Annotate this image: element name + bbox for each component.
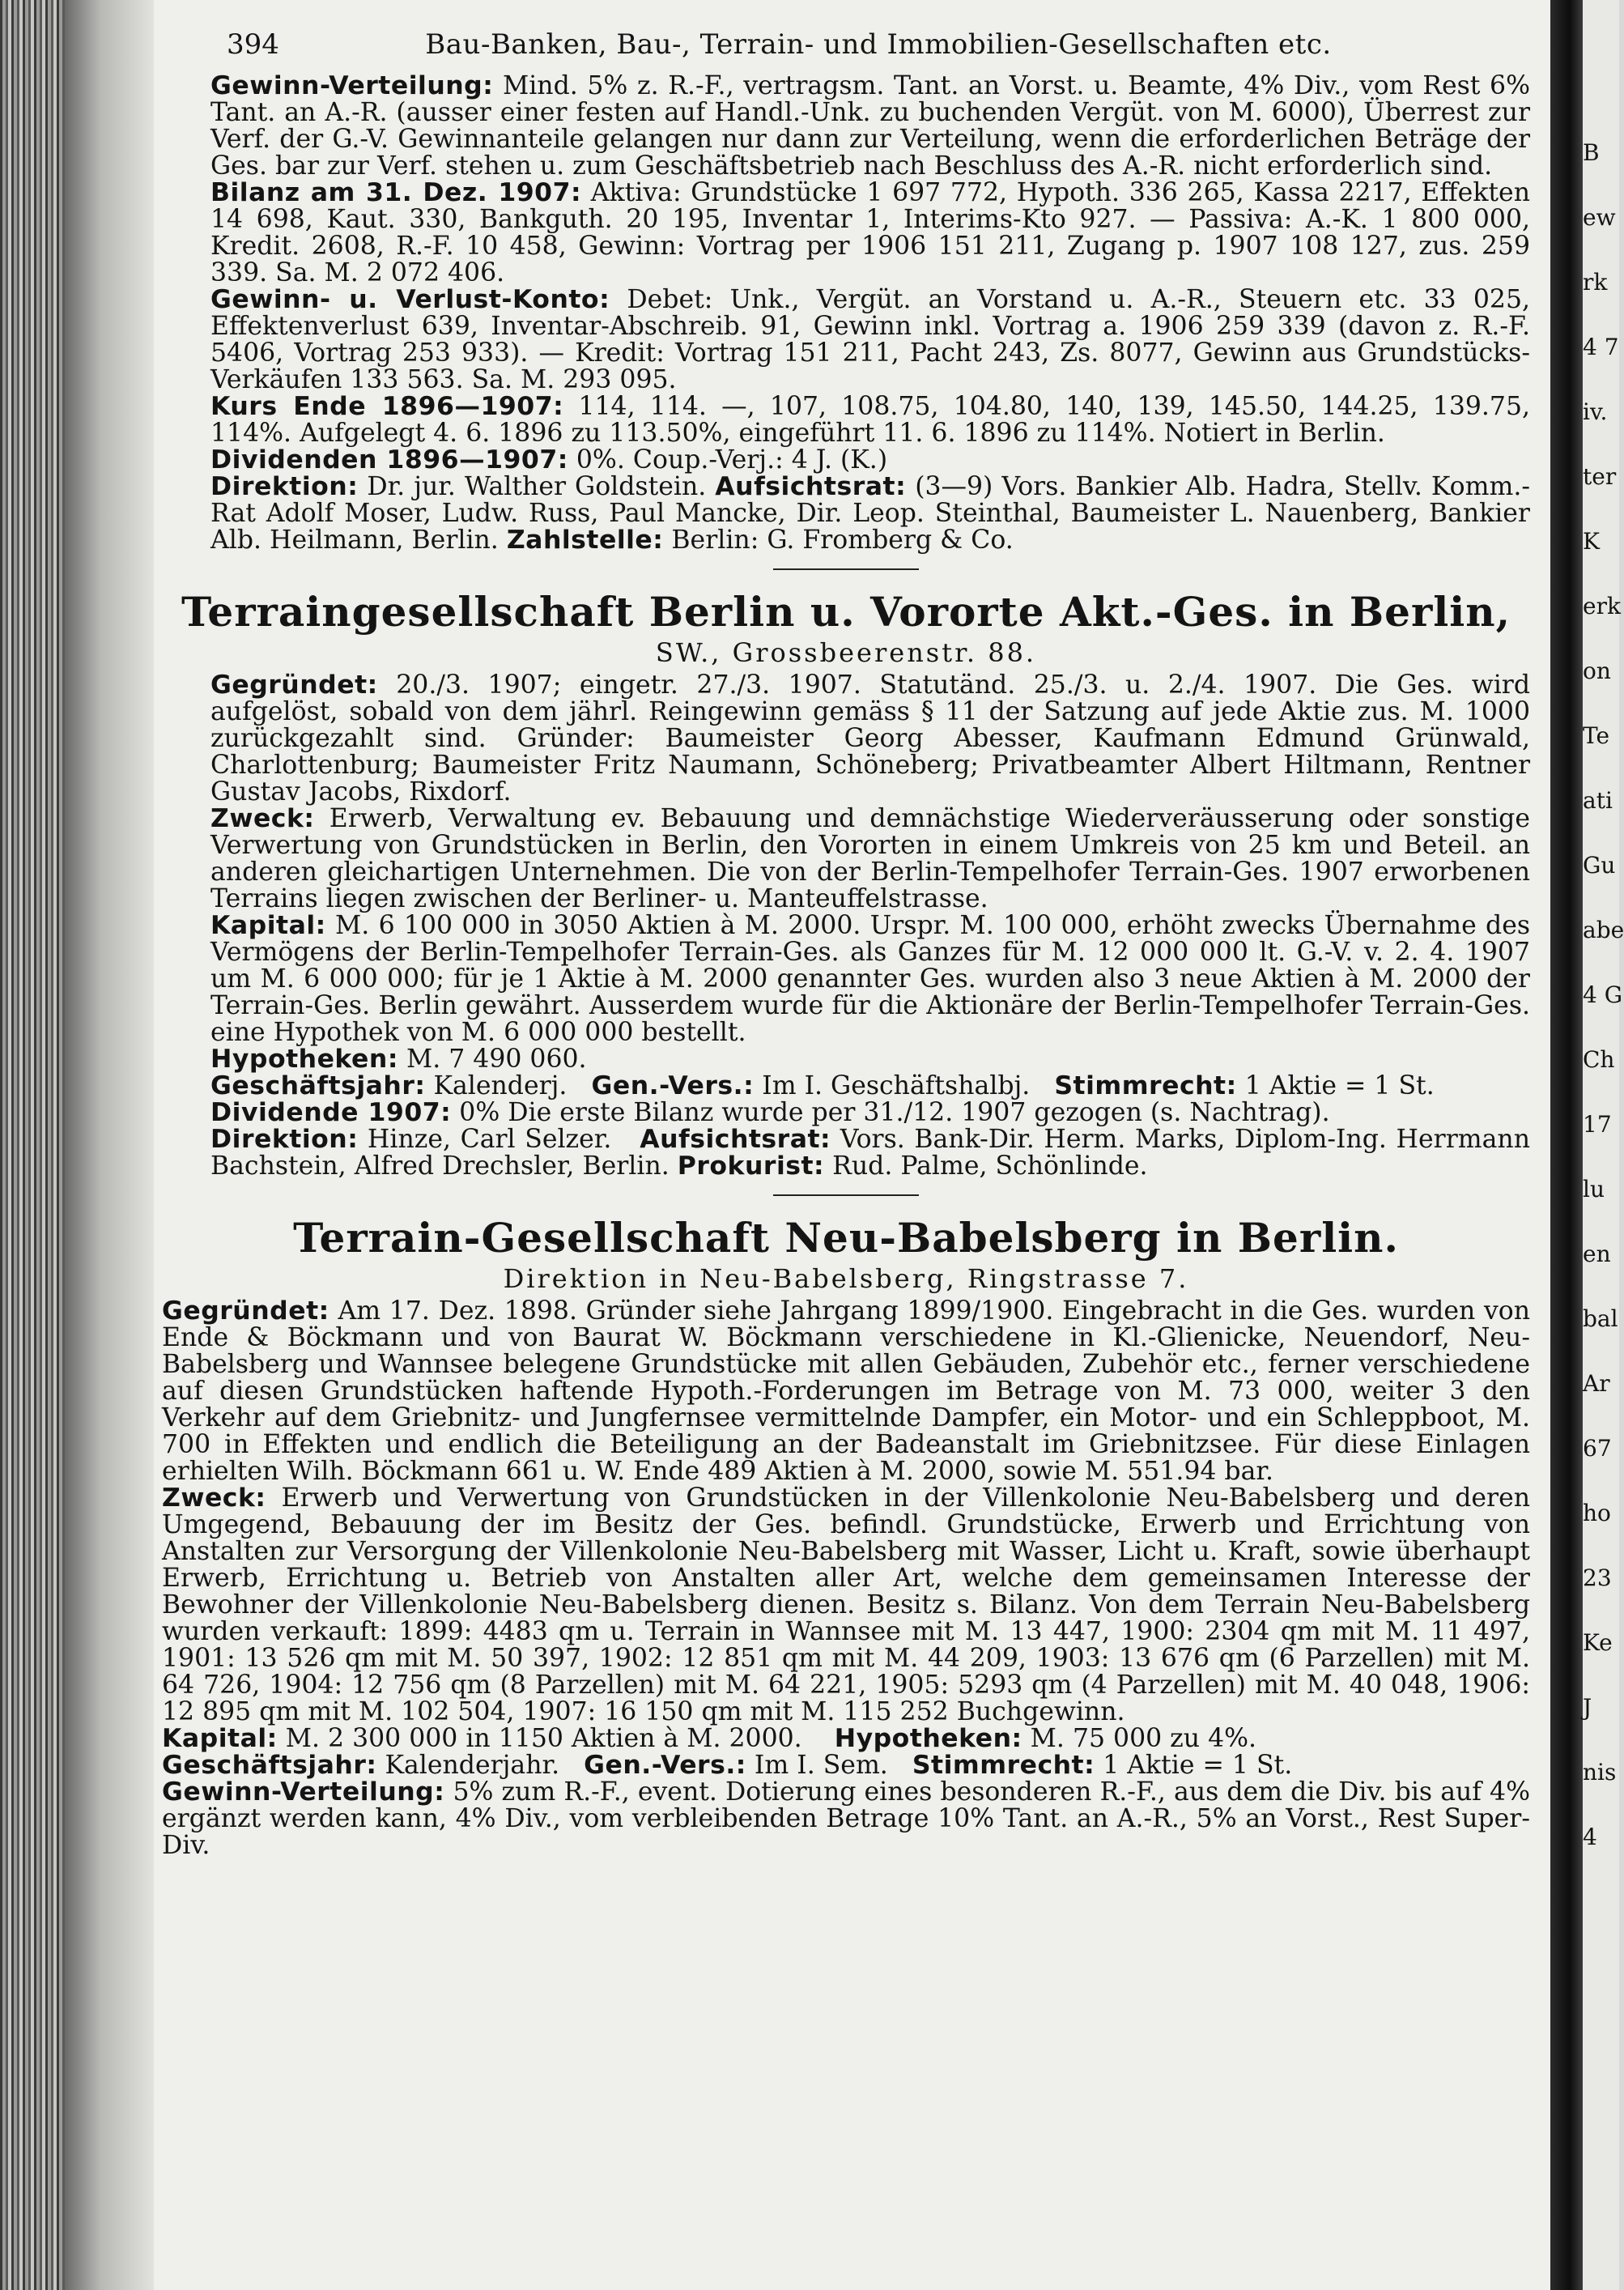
- running-head-title: Bau-Banken, Bau-, Terrain- und Immobilien-Gesellschaften etc.: [425, 28, 1332, 61]
- direktion-paragraph: Direktion: Hinze, Carl Selzer. Aufsichtsrat: Vors. Bank-Dir. Herm. Marks, Diplom-Ing. Herrmann Bachstein, Alfred Drechsler, Berlin. Prokurist: Rud. Palme, Schönlinde.: [210, 1125, 1530, 1181]
- adjacent-page-fragment-line: bal: [1583, 1305, 1618, 1332]
- adjacent-page-fragment: [1583, 0, 1624, 2290]
- adjacent-page-fragment-line: Ch: [1583, 1046, 1615, 1073]
- kapital-paragraph: Kapital: M. 6 100 000 in 3050 Aktien à M. 2000. Urspr. M. 100 000, erhöht zwecks Übernahme des Vermögens der Berlin-Tempelhofer Terrain-Ges. als Ganzes für M. 12 000 000 lt. G.-V. v. 2. 4. 1907 um M. 6 000 000; für je 1 Aktie à M. 2000 genannter Ges. wurden also 3 neue Aktien à M. 2000 der Terrain-Ges. Berlin gewährt. Ausserdem wurde für die Aktionäre der Berlin-Tempelhofer Terrain-Ges. eine Hypothek von M. 6 000 000 bestellt.: [210, 911, 1531, 1047]
- gewinn-verteilung-paragraph: Gewinn-Verteilung: Mind. 5% z. R.-F., vertragsm. Tant. an Vorst. u. Beamte, 4% Div., vom Rest 6% Tant. an A.-R. (ausser einer festen auf Handl.-Unk. zu buchenden Vergüt. von M. 6000), Überrest zur Verf. der G.-V. Gewinnanteile gelangen nur dann zur Verteilung, wenn die erforderlichen Beträge der Ges. bar zur Verf. stehen u. zum Geschäftsbetrieb nach Beschluss des A.-R. nicht erforderlich sind.: [210, 71, 1531, 181]
- kapital-paragraph: Kapital: M. 2 300 000 in 1150 Aktien à M. 2000. Hypotheken: M. 75 000 zu 4%.: [162, 1724, 1257, 1753]
- dividende-paragraph: Dividende 1907: 0% Die erste Bilanz wurde per 31./12. 1907 gezogen (s. Nachtrag).: [210, 1098, 1330, 1127]
- adjacent-page-fragment-line: erk: [1583, 593, 1621, 619]
- previous-entry-continuation: [162, 73, 1530, 554]
- adjacent-page-fragment-line: Te: [1583, 722, 1610, 749]
- zweck-paragraph: Zweck: Erwerb, Verwaltung ev. Bebauung und demnächstige Wiederveräusserung oder sonstige Verwertung von Grundstücken in Berlin, den Vororten in einem Umkreis von 25 km und Beteil. an anderen gleichartigen Unternehmen. Die von der Berlin-Tempelhofer Terrain-Ges. 1907 erworbenen Terrains liegen zwischen der Berliner- u. Manteuffelstrasse.: [210, 804, 1530, 913]
- adjacent-page-fragment-line: Ar: [1583, 1370, 1610, 1397]
- adjacent-page-fragment-line: B: [1583, 139, 1600, 166]
- adjacent-page-fragment-line: nis: [1583, 1759, 1617, 1786]
- company-address: SW., Grossbeerenstr. 88.: [655, 637, 1037, 668]
- company-address: Direktion in Neu-Babelsberg, Ringstrasse 7.: [503, 1263, 1189, 1294]
- page-number: 394: [227, 28, 279, 61]
- adjacent-page-fragment-line: 17: [1583, 1111, 1612, 1138]
- company-entry-neu-babelsberg: [162, 1214, 1530, 1859]
- book-spine-edge: [0, 0, 65, 2290]
- section-divider: [773, 568, 919, 570]
- adjacent-page-fragment-line: 23: [1583, 1564, 1612, 1591]
- adjacent-page-fragment-line: J: [1583, 1694, 1592, 1721]
- company-title: Terrain-Gesellschaft Neu-Babelsberg in Berlin.: [293, 1214, 1399, 1262]
- adjacent-page-fragment-line: Gu: [1583, 852, 1616, 879]
- adjacent-page-fragment-line: 4 G: [1583, 981, 1623, 1008]
- gegruendet-paragraph: Gegründet: Am 17. Dez. 1898. Gründer siehe Jahrgang 1899/1900. Eingebracht in die Ges. wurden von Ende & Böckmann und von Baurat W. Böckmann verschiedene in Kl.-Glienicke, Neuendorf, Neu-Babelsberg und Wannsee belegene Grundstücke mit allen Gebäuden, Zubehör etc., ferner verschiedene auf diesen Grundstücken haftende Hypoth.-Forderungen im Betrage von M. 73 000, weiter 3 den Verkehr auf dem Griebnitz- und Jungfernsee vermittelnde Dampfer, ein Motor- und ein Schleppboot, M. 700 in Effekten und endlich die Beteiligung an der Badeanstalt im Griebnitzsee. Für diese Einlagen erhielten Wilh. Böckmann 661 u. W. Ende 489 Aktien à M. 2000, sowie M. 551.94 bar.: [162, 1296, 1530, 1486]
- adjacent-page-fragment-line: ati: [1583, 787, 1613, 814]
- section-divider: [773, 1194, 919, 1196]
- geschaeftsjahr-paragraph: Geschäftsjahr: Kalenderj. Gen.-Vers.: Im I. Geschäftshalbj. Stimmrecht: 1 Aktie = 1 St.: [210, 1071, 1435, 1100]
- company-title: Terraingesellschaft Berlin u. Vororte Akt.-Ges. in Berlin,: [181, 588, 1511, 636]
- adjacent-page-fragment-line: lu: [1583, 1176, 1605, 1202]
- adjacent-page-fragment-line: K: [1583, 528, 1600, 555]
- page-curl-shadow: [65, 0, 154, 2290]
- company-entry-berlin-vororte: [162, 588, 1530, 1180]
- gegruendet-paragraph: Gegründet: 20./3. 1907; eingetr. 27./3. 1907. Statutänd. 25./3. u. 2./4. 1907. Die Ges. wird aufgelöst, sobald von dem jährl. Reingewinn gemäss § 11 der Satzung auf jede Aktie zus. M. 1000 zurückgezahlt sind. Gründer: Baumeister Georg Abesser, Kaufmann Edmund Grünwald, Charlottenburg; Baumeister Fritz Naumann, Schöneberg; Privatbeamter Albert Hiltmann, Rentner Gustav Jacobs, Rixdorf.: [210, 670, 1530, 807]
- adjacent-page-fragment-line: ter: [1583, 463, 1617, 490]
- book-gutter: [1550, 0, 1583, 2290]
- adjacent-page-fragment-line: abe: [1583, 917, 1624, 943]
- adjacent-page-fragment-line: ho: [1583, 1500, 1611, 1526]
- geschaeftsjahr-paragraph: Geschäftsjahr: Kalenderjahr. Gen.-Vers.: Im I. Sem. Stimmrecht: 1 Aktie = 1 St.: [162, 1751, 1293, 1780]
- direktion-paragraph: Direktion: Dr. jur. Walther Goldstein. Aufsichtsrat: (3—9) Vors. Bankier Alb. Hadra, Stellv. Komm.-Rat Adolf Moser, Ludw. Russ, Paul Mancke, Dir. Leop. Steinthal, Baumeister L. Nauenberg, Bankier Alb. Heilmann, Berlin. Zahlstelle: Berlin: G. Fromberg & Co.: [210, 472, 1530, 555]
- guv-paragraph: Gewinn- u. Verlust-Konto: Debet: Unk., Vergüt. an Vorstand u. A.-R., Steuern etc. 33 025, Effektenverlust 639, Inventar-Abschreib. 91, Gewinn inkl. Vortrag a. 1906 259 339 (davon z. R.-F. 5406, Vortrag 253 933). — Kredit: Vortrag 151 211, Pacht 243, Zs. 8077, Gewinn aus Grundstücks-Verkäufen 133 563. Sa. M. 293 095.: [210, 285, 1531, 394]
- adjacent-page-fragment-line: iv.: [1583, 398, 1608, 425]
- gewinn-verteilung-paragraph: Gewinn-Verteilung: 5% zum R.-F., event. Dotierung eines besonderen R.-F., aus dem die Div. bis auf 4% ergänzt werden kann, 4% Div., vom verbleibenden Betrage 10% Tant. an A.-R., 5% an Vorst., Rest Super-Div.: [162, 1777, 1531, 1860]
- adjacent-page-fragment-line: en: [1583, 1241, 1611, 1267]
- page-content: [162, 24, 1530, 1864]
- zweck-paragraph: Zweck: Erwerb und Verwertung von Grundstücken in der Villenkolonie Neu-Babelsberg und deren Umgegend, Bebauung der im Besitz der Ges. befindl. Grundstücke, Erwerb und Errichtung von Anstalten zur Versorgung der Villenkolonie Neu-Babelsberg mit Wasser, Licht u. Kraft, sowie überhaupt Erwerb, Errichtung u. Betrieb von Anstalten aller Art, welche dem gemeinsamen Interesse der Bewohner der Villenkolonie Neu-Babelsberg dienen. Besitz s. Bilanz. Von dem Terrain Neu-Babelsberg wurden verkauft: 1899: 4483 qm u. Terrain in Wannsee mit M. 13 447, 1900: 2304 qm mit M. 11 497, 1901: 13 526 qm mit M. 50 397, 1902: 12 851 qm mit M. 44 209, 1903: 13 676 qm (6 Parzellen) mit M. 64 726, 1904: 12 756 qm (8 Parzellen) mit M. 64 221, 1905: 5293 qm (4 Parzellen) mit M. 40 048, 1906: 12 895 qm mit M. 102 504, 1907: 16 150 qm mit M. 115 252 Buchgewinn.: [162, 1483, 1530, 1726]
- adjacent-page-fragment-line: rk: [1583, 269, 1608, 296]
- bilanz-paragraph: Bilanz am 31. Dez. 1907: Aktiva: Grundstücke 1 697 772, Hypoth. 336 265, Kassa 2217, Effekten 14 698, Kaut. 330, Bankguth. 20 195, Inventar 1, Interims-Kto 927. — Passiva: A.-K. 1 800 000, Kredit. 2608, R.-F. 10 458, Gewinn: Vortrag per 1906 151 211, Zugang p. 1907 108 127, zus. 259 339. Sa. M. 2 072 406.: [210, 178, 1530, 287]
- adjacent-page-fragment-line: 67: [1583, 1435, 1612, 1462]
- adjacent-page-fragment-line: ew: [1583, 204, 1616, 231]
- adjacent-page-fragment-line: Ke: [1583, 1629, 1613, 1656]
- hypotheken-paragraph: Hypotheken: M. 7 490 060.: [210, 1045, 587, 1074]
- kurs-paragraph: Kurs Ende 1896—1907: 114, 114. —, 107, 108.75, 104.80, 140, 139, 145.50, 144.25, 139.75, 114%. Aufgelegt 4. 6. 1896 zu 113.50%, eingeführt 11. 6. 1896 zu 114%. Notiert in Berlin.: [210, 392, 1531, 448]
- adjacent-page-fragment-line: on: [1583, 658, 1611, 684]
- running-head: [162, 24, 1530, 65]
- dividenden-paragraph: Dividenden 1896—1907: 0%. Coup.-Verj.: 4 J. (K.): [210, 445, 888, 475]
- adjacent-page-fragment-line: 4: [1583, 1824, 1597, 1850]
- adjacent-page-fragment-line: 4 7: [1583, 334, 1619, 360]
